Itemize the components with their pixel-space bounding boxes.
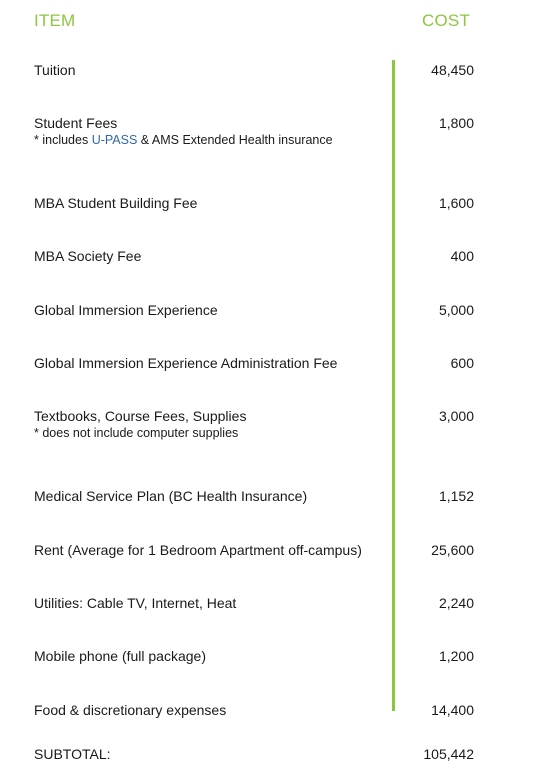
row-label: Rent (Average for 1 Bedroom Apartment off-campus) — [34, 542, 362, 558]
row-label: Textbooks, Course Fees, Supplies — [34, 408, 247, 424]
row-label: Global Immersion Experience — [34, 302, 218, 318]
row-label: Global Immersion Experience Administration Fee — [34, 355, 338, 371]
row-label: Utilities: Cable TV, Internet, Heat — [34, 595, 237, 611]
row-value: 25,600 — [431, 542, 474, 558]
column-divider — [392, 60, 395, 711]
row-value: 1,600 — [438, 195, 474, 211]
note-text: * includes — [34, 133, 92, 147]
column-header-cost: COST — [422, 11, 471, 30]
row-label: Medical Service Plan (BC Health Insurance) — [34, 488, 308, 504]
subtotal-value: 105,442 — [423, 746, 474, 762]
row-note: * does not include computer supplies — [34, 426, 239, 440]
subtotal-label: SUBTOTAL: — [34, 746, 111, 762]
row-label: Mobile phone (full package) — [34, 648, 206, 664]
row-value: 3,000 — [438, 408, 474, 424]
row-value: 48,450 — [431, 62, 474, 78]
row-value: 14,400 — [431, 702, 474, 718]
column-header-item: ITEM — [34, 11, 76, 30]
row-value: 5,000 — [438, 302, 474, 318]
row-value: 400 — [450, 248, 474, 264]
upass-link[interactable]: U-PASS — [91, 133, 138, 147]
note-text: & AMS Extended Health insurance — [137, 133, 333, 147]
row-label: MBA Student Building Fee — [34, 195, 198, 211]
row-label: Student Fees — [34, 115, 118, 131]
row-label: MBA Society Fee — [34, 248, 142, 264]
row-value: 1,800 — [438, 115, 474, 131]
row-value: 1,200 — [438, 648, 474, 664]
row-value: 600 — [450, 355, 474, 371]
row-value: 1,152 — [438, 488, 474, 504]
row-label: Tuition — [34, 62, 76, 78]
row-value: 2,240 — [438, 595, 474, 611]
row-note — [34, 132, 333, 148]
row-label: Food & discretionary expenses — [34, 702, 227, 718]
